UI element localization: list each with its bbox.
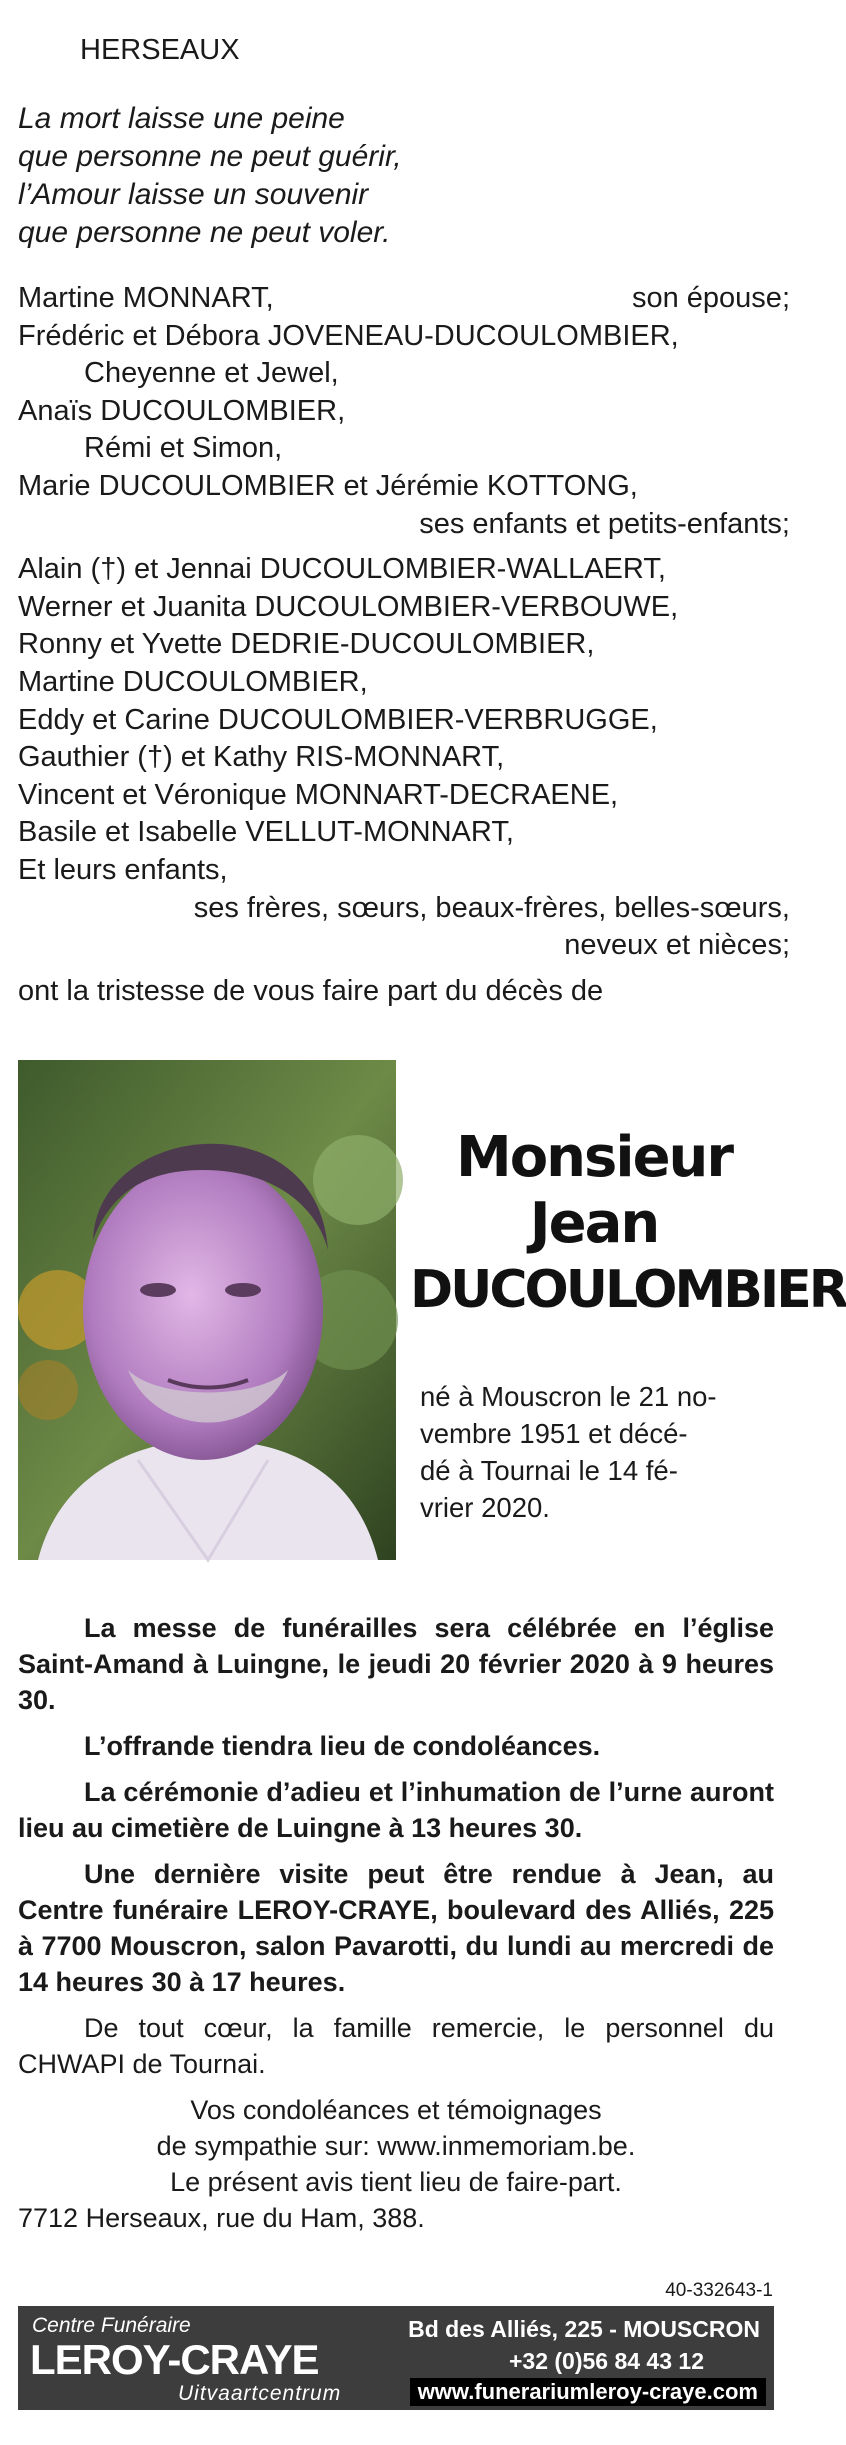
funeral-home-subtitle: Uitvaartcentrum [178,2382,342,2405]
offering-info: L’offrande tiendra lieu de condoléances. [84,1731,601,1761]
spouse-row [18,280,790,318]
family-member: Werner et Juanita DUCOULOMBIER-VERBOUWE, [18,590,679,623]
birth-line: né à Mouscron le 21 no- [420,1381,717,1412]
funeral-home-phone: +32 (0)56 84 43 12 [508,2348,704,2374]
birth-line: dé à Tournai le 14 fé- [420,1455,678,1486]
deceased-name [410,1125,846,1323]
town-heading: HERSEAUX [80,34,240,66]
poem-line: que personne ne peut voler. [18,216,391,249]
spouse-role: son épouse; [631,282,790,314]
funeral-home-website[interactable]: www.funerariumleroy-craye.com [410,2378,766,2406]
family-member: Marie DUCOULOMBIER et Jérémie KOTTONG, [18,469,638,502]
portrait-photo [18,1060,396,1560]
visit-info: Une dernière visite peut être rendue à Jean, au Centre funéraire LEROY-CRAYE, boulevard des Alliés, 225 à 7700 Mouscron, salon Pavarotti, du lundi au mercredi de 14 heures 30 à 17 heures. [18,1859,774,1997]
family-address: 7712 Herseaux, rue du Ham, 388. [18,2203,425,2233]
deceased-first-name: Jean [529,1191,659,1256]
poem [18,100,402,252]
spouse-name: Martine MONNART, [18,282,274,314]
birth-death-info [420,1378,772,1526]
family-member: Eddy et Carine DUCOULOMBIER-VERBRUGGE, [18,703,658,736]
family-member: Frédéric et Débora JOVENEAU-DUCOULOMBIER, [18,319,679,352]
family-member: Et leurs enfants, [18,853,228,886]
birth-line: vembre 1951 et décé- [420,1418,688,1449]
portrait-image [18,1060,396,1560]
poem-line: l’Amour laisse un souvenir [18,178,369,211]
mass-info: La messe de funérailles sera célébrée en l’église Saint-Amand à Luingne, le jeudi 20 février 2020 à 9 heures 30. [18,1613,774,1715]
poem-line: La mort laisse une peine [18,102,345,135]
family-member: Alain (†) et Jennai DUCOULOMBIER-WALLAERT, [18,553,666,586]
notice-line: Le présent avis tient lieu de faire-part. [170,2167,622,2197]
family-member: Cheyenne et Jewel, [84,357,339,390]
condolences-line: de sympathie sur: www.inmemoriam.be. [156,2131,636,2161]
poem-line: que personne ne peut guérir, [18,140,402,173]
condolences-line: Vos condoléances et témoignages [190,2095,602,2125]
deceased-last-name: DUCOULOMBIER [410,1260,846,1320]
family-member: Ronny et Yvette DEDRIE-DUCOULOMBIER, [18,628,595,661]
thanks-info: De tout cœur, la famille remercie, le personnel du CHWAPI de Tournai. [18,2013,774,2079]
reference-number: 40-332643-1 [665,2280,773,2301]
deceased-title: Monsieur [455,1125,733,1190]
siblings-role: ses frères, sœurs, beaux-frères, belles-sœurs, [193,891,790,924]
children-role: ses enfants et petits-enfants; [419,507,790,540]
announcement-line: ont la tristesse de vous faire part du décès de [18,974,604,1007]
siblings-role: neveux et nièces; [564,929,790,962]
family-list [18,280,790,1010]
family-member: Gauthier (†) et Kathy RIS-MONNART, [18,741,505,774]
funeral-home-address: Bd des Alliés, 225 - MOUSCRON [408,2316,760,2342]
family-member: Basile et Isabelle VELLUT-MONNART, [18,816,514,849]
family-member: Vincent et Véronique MONNART-DECRAENE, [18,778,619,811]
funeral-home-tagline: Centre Funéraire [32,2314,191,2337]
family-member: Martine DUCOULOMBIER, [18,665,368,698]
birth-line: vrier 2020. [420,1492,550,1523]
funeral-home-logo: LEROY-CRAYE [30,2336,319,2383]
funeral-details [18,1610,774,2236]
ceremony-info: La cérémonie d’adieu et l’inhumation de l’urne auront lieu au cimetière de Luingne à 13 heures 30. [18,1777,774,1843]
family-member: Rémi et Simon, [84,432,283,465]
funeral-home-banner [18,2306,774,2410]
family-member: Anaïs DUCOULOMBIER, [18,394,346,427]
